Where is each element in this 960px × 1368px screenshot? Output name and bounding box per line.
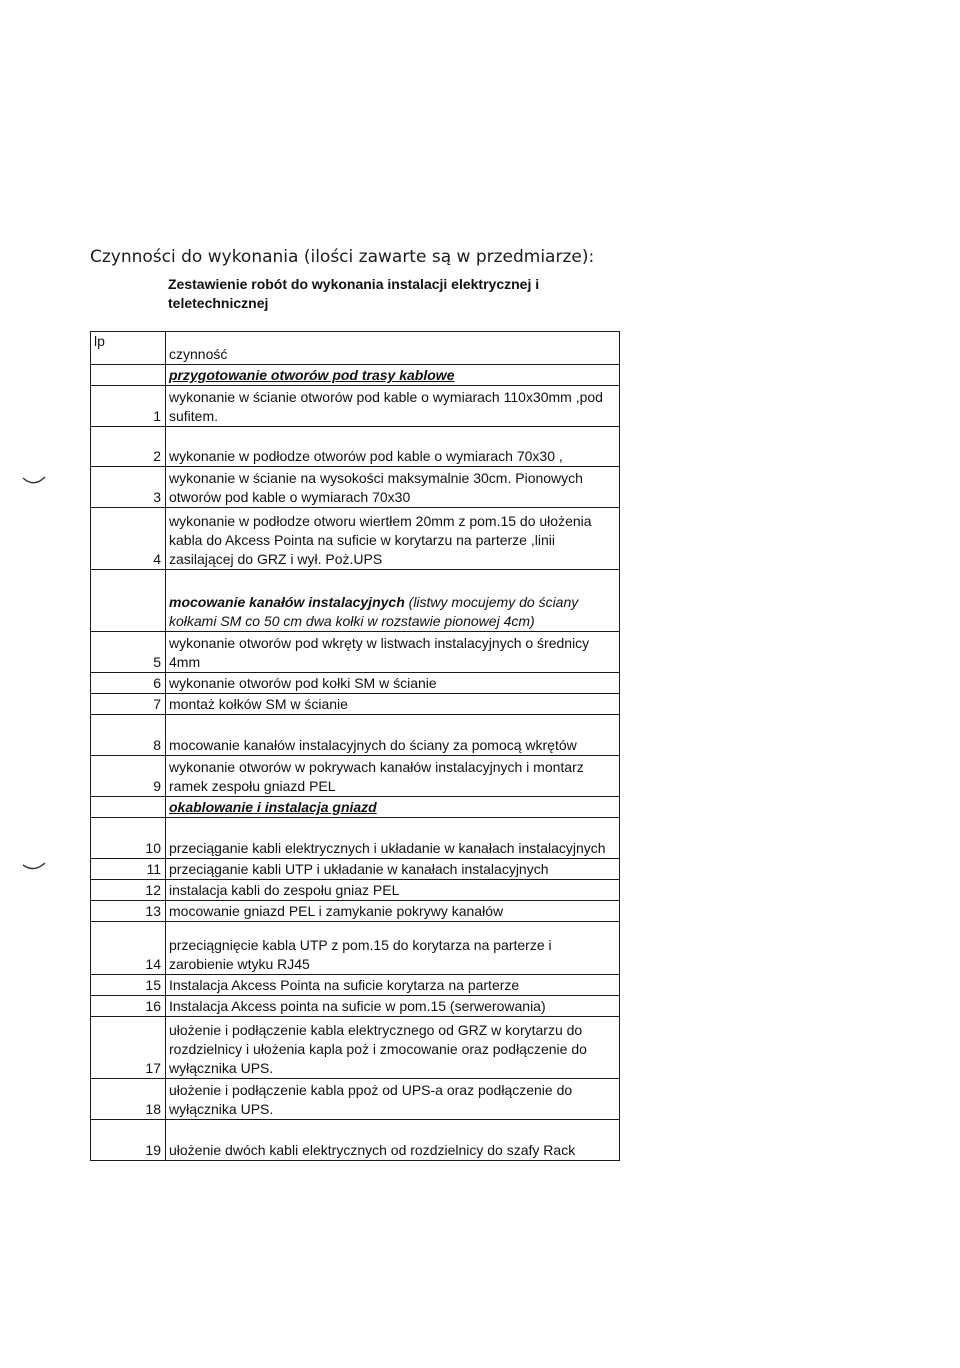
table-row bbox=[91, 1079, 620, 1120]
row-task: ułożenie i podłączenie kabla ppoż od UPS-a oraz podłączenie do wyłącznika UPS. bbox=[166, 1079, 620, 1120]
row-number: 14 bbox=[91, 922, 166, 975]
row-number: 19 bbox=[91, 1120, 166, 1161]
row-task: mocowanie gniazd PEL i zamykanie pokrywy kanałów bbox=[166, 901, 620, 922]
row-task: Instalacja Akcess Pointa na suficie korytarza na parterze bbox=[166, 975, 620, 996]
row-task: wykonanie w podłodze otworu wiertłem 20mm z pom.15 do ułożenia kabla do Akcess Pointa na suficie w korytarzu na parterze ,linii zasilającej do GRZ i wył. Poż.UPS bbox=[166, 508, 620, 570]
table-row bbox=[91, 859, 620, 880]
row-number: 8 bbox=[91, 715, 166, 756]
row-number: 10 bbox=[91, 818, 166, 859]
row-number: 1 bbox=[91, 386, 166, 427]
table-cell-empty bbox=[91, 570, 166, 632]
row-task: ułożenie dwóch kabli elektrycznych od rozdzielnicy do szafy Rack bbox=[166, 1120, 620, 1161]
table-row bbox=[91, 467, 620, 508]
table-row bbox=[91, 756, 620, 797]
row-number: 4 bbox=[91, 508, 166, 570]
row-number: 3 bbox=[91, 467, 166, 508]
row-task: wykonanie w podłodze otworów pod kable o wymiarach 70x30 , bbox=[166, 427, 620, 467]
section-note: (listwy mocujemy do ściany kołkami SM co 50 cm dwa kołki w rozstawie pionowej 4cm) bbox=[169, 594, 579, 629]
table-row bbox=[91, 1120, 620, 1161]
row-task: wykonanie otworów w pokrywach kanałów instalacyjnych i montarz ramek zespołu gniazd PEL bbox=[166, 756, 620, 797]
row-task: wykonanie w ścianie na wysokości maksymalnie 30cm. Pionowych otworów pod kable o wymiarach 70x30 bbox=[166, 467, 620, 508]
row-number: 6 bbox=[91, 673, 166, 694]
row-task: instalacja kabli do zespołu gniaz PEL bbox=[166, 880, 620, 901]
row-number: 18 bbox=[91, 1079, 166, 1120]
table-row bbox=[91, 386, 620, 427]
table-row bbox=[91, 632, 620, 673]
row-number: 9 bbox=[91, 756, 166, 797]
row-task: przeciągnięcie kabla UTP z pom.15 do korytarza na parterze i zarobienie wtyku RJ45 bbox=[166, 922, 620, 975]
row-task: wykonanie otworów pod kołki SM w ścianie bbox=[166, 673, 620, 694]
row-number: 11 bbox=[91, 859, 166, 880]
row-number: 12 bbox=[91, 880, 166, 901]
table-row bbox=[91, 922, 620, 975]
row-number: 13 bbox=[91, 901, 166, 922]
row-number: 16 bbox=[91, 996, 166, 1017]
table-row bbox=[91, 996, 620, 1017]
section-row bbox=[91, 365, 620, 386]
row-task: mocowanie kanałów instalacyjnych do ściany za pomocą wkrętów bbox=[166, 715, 620, 756]
section-title bbox=[166, 570, 620, 632]
row-number: 17 bbox=[91, 1017, 166, 1079]
table-row bbox=[91, 880, 620, 901]
table-cell-empty bbox=[91, 365, 166, 386]
row-number: 5 bbox=[91, 632, 166, 673]
row-number: 7 bbox=[91, 694, 166, 715]
tasks-table bbox=[90, 331, 620, 1161]
col-lp-header: lp bbox=[91, 332, 166, 365]
row-number: 15 bbox=[91, 975, 166, 996]
section-title-text: okablowanie i instalacja gniazd bbox=[169, 799, 377, 815]
section-title-text: przygotowanie otworów pod trasy kablowe bbox=[169, 367, 455, 383]
table-cell-empty bbox=[91, 797, 166, 818]
intro-text: Czynności do wykonania (ilości zawarte są w przedmiarze): bbox=[90, 247, 595, 267]
row-task: wykonanie otworów pod wkręty w listwach instalacyjnych o średnicy 4mm bbox=[166, 632, 620, 673]
check-mark-icon bbox=[22, 476, 46, 486]
table-row bbox=[91, 508, 620, 570]
row-task: montaż kołków SM w ścianie bbox=[166, 694, 620, 715]
row-task: Instalacja Akcess pointa na suficie w pom.15 (serwerowania) bbox=[166, 996, 620, 1017]
check-mark-icon bbox=[22, 862, 46, 872]
table-row bbox=[91, 673, 620, 694]
row-task: ułożenie i podłączenie kabla elektrycznego od GRZ w korytarzu do rozdzielnicy i ułożenia kapla poż i zmocowanie oraz podłączenie do wyłącznika UPS. bbox=[166, 1017, 620, 1079]
section-row bbox=[91, 797, 620, 818]
section-title-text: mocowanie kanałów instalacyjnych bbox=[169, 594, 405, 610]
document-heading: Zestawienie robót do wykonania instalacji elektrycznej i teletechnicznej bbox=[168, 276, 540, 311]
section-title bbox=[166, 797, 620, 818]
table-row bbox=[91, 975, 620, 996]
table-row bbox=[91, 694, 620, 715]
table-row bbox=[91, 818, 620, 859]
row-number: 2 bbox=[91, 427, 166, 467]
row-task: wykonanie w ścianie otworów pod kable o wymiarach 110x30mm ,pod sufitem. bbox=[166, 386, 620, 427]
table-row bbox=[91, 1017, 620, 1079]
col-task-header: czynność bbox=[166, 332, 620, 365]
table-row bbox=[91, 427, 620, 467]
table-header-row bbox=[91, 332, 620, 365]
row-task: przeciąganie kabli UTP i układanie w kanałach instalacyjnych bbox=[166, 859, 620, 880]
section-title bbox=[166, 365, 620, 386]
table-row bbox=[91, 901, 620, 922]
row-task: przeciąganie kabli elektrycznych i układanie w kanałach instalacyjnych bbox=[166, 818, 620, 859]
section-row bbox=[91, 570, 620, 632]
table-row bbox=[91, 715, 620, 756]
